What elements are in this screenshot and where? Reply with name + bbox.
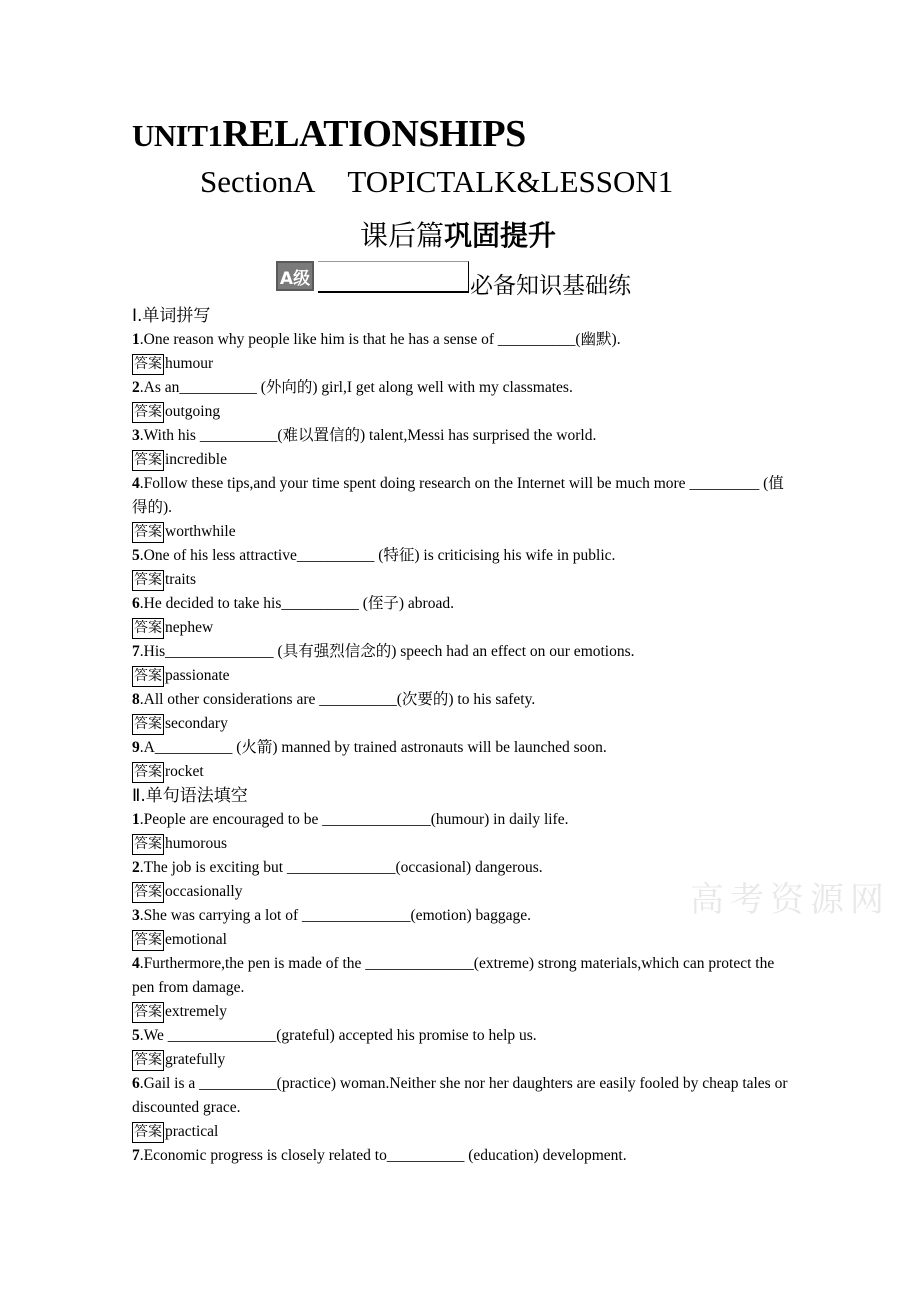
answer-badge: 答案 — [132, 570, 164, 591]
question-number: 4 — [132, 955, 140, 972]
answer-text: outgoing — [165, 403, 221, 420]
level-label: 必备知识基础练 — [470, 273, 631, 299]
answer-text: nephew — [165, 619, 214, 636]
answer-badge: 答案 — [132, 762, 164, 783]
part1-answer — [132, 448, 792, 472]
question-number: 6 — [132, 1075, 140, 1092]
part1-heading: Ⅰ.单词拼写 — [132, 306, 211, 326]
question-text: .Follow these tips,and your time spent doing research on the Internet will be much more _________ (值得的). — [132, 475, 784, 516]
part2-answer — [132, 1120, 792, 1144]
part1-answer — [132, 760, 792, 784]
question-text: .One reason why people like him is that he has a sense of __________(幽默). — [139, 331, 621, 348]
answer-text: secondary — [165, 715, 228, 732]
level-badge: A级 — [276, 261, 314, 291]
unit-name: RELATIONSHIPS — [222, 113, 526, 155]
question-number: 3 — [132, 427, 140, 444]
answer-text: extremely — [165, 1003, 227, 1020]
part2-answer — [132, 832, 792, 856]
question-text: .A__________ (火箭) manned by trained astronauts will be launched soon. — [139, 739, 607, 756]
question-number: 2 — [132, 379, 140, 396]
question-number: 1 — [132, 331, 140, 348]
question-text: .Economic progress is closely related to__________ (education) development. — [139, 1147, 627, 1164]
answer-badge: 答案 — [132, 1002, 164, 1023]
question-number: 6 — [132, 595, 140, 612]
question-text: .Gail is a __________(practice) woman.Neither she nor her daughters are easily fooled by cheap tales or discounted grace. — [132, 1075, 788, 1116]
answer-badge: 答案 — [132, 930, 164, 951]
part1-answer — [132, 400, 792, 424]
part2-answer — [132, 928, 792, 952]
question-number: 3 — [132, 907, 140, 924]
answer-text: traits — [165, 571, 196, 588]
answer-badge: 答案 — [132, 450, 164, 471]
answer-badge: 答案 — [132, 882, 164, 903]
subtitle-bold: 巩固提升 — [444, 219, 557, 252]
answer-badge: 答案 — [132, 666, 164, 687]
lesson-label: TOPICTALK&LESSON1 — [347, 164, 674, 199]
part1-question — [132, 736, 792, 760]
answer-badge: 答案 — [132, 618, 164, 639]
part2-question — [132, 808, 792, 832]
question-number: 4 — [132, 475, 140, 492]
part1-answer — [132, 664, 792, 688]
question-text: .The job is exciting but ______________(occasional) dangerous. — [139, 859, 543, 876]
question-text: .People are encouraged to be ______________(humour) in daily life. — [139, 811, 569, 828]
part1-question — [132, 424, 792, 448]
question-number: 5 — [132, 547, 140, 564]
exercise-content — [132, 304, 792, 1168]
question-number: 7 — [132, 643, 140, 660]
question-text: .All other considerations are __________(次要的) to his safety. — [139, 691, 536, 708]
answer-text: occasionally — [165, 883, 243, 900]
question-number: 8 — [132, 691, 140, 708]
part2-answer — [132, 1048, 792, 1072]
answer-badge: 答案 — [132, 714, 164, 735]
answer-badge: 答案 — [132, 354, 164, 375]
part1-question — [132, 592, 792, 616]
answer-badge: 答案 — [132, 522, 164, 543]
question-number: 7 — [132, 1147, 140, 1164]
answer-text: passionate — [165, 667, 230, 684]
part1-question — [132, 688, 792, 712]
answer-text: humorous — [165, 835, 227, 852]
answer-badge: 答案 — [132, 1122, 164, 1143]
part1-question — [132, 640, 792, 664]
part2-question — [132, 952, 792, 1000]
question-text: .Furthermore,the pen is made of the ______________(extreme) strong materials,which can protect the pen from damage. — [132, 955, 775, 996]
answer-text: emotional — [165, 931, 227, 948]
answer-text: rocket — [165, 763, 204, 780]
watermark: 高考资源网 — [690, 880, 890, 920]
question-number: 9 — [132, 739, 140, 756]
part2-question — [132, 1144, 792, 1168]
answer-text: incredible — [165, 451, 227, 468]
question-number: 1 — [132, 811, 140, 828]
section-label: SectionA — [200, 164, 316, 199]
answer-badge: 答案 — [132, 402, 164, 423]
section-title — [200, 164, 673, 200]
part2-answer — [132, 1000, 792, 1024]
question-text: .His______________ (具有强烈信念的) speech had an effect on our emotions. — [139, 643, 635, 660]
unit-number: UNIT1 — [132, 118, 223, 153]
part1-question — [132, 376, 792, 400]
part1-answer — [132, 568, 792, 592]
part1-answer — [132, 352, 792, 376]
part1-answer — [132, 520, 792, 544]
part1-question — [132, 544, 792, 568]
part1-answer — [132, 712, 792, 736]
level-box — [318, 261, 469, 293]
question-number: 5 — [132, 1027, 140, 1044]
answer-text: gratefully — [165, 1051, 226, 1068]
question-number: 2 — [132, 859, 140, 876]
answer-text: humour — [165, 355, 214, 372]
question-text: .He decided to take his__________ (侄子) abroad. — [139, 595, 454, 612]
part2-question — [132, 1024, 792, 1048]
part1-question — [132, 472, 792, 520]
answer-badge: 答案 — [132, 1050, 164, 1071]
subtitle — [360, 214, 556, 254]
unit-title — [132, 112, 526, 156]
subtitle-light: 课后篇 — [360, 219, 445, 252]
question-text: .As an__________ (外向的) girl,I get along well with my classmates. — [139, 379, 573, 396]
part2-list — [132, 808, 792, 1168]
question-text: .We ______________(grateful) accepted his promise to help us. — [139, 1027, 537, 1044]
part2-question — [132, 1072, 792, 1120]
question-text: .She was carrying a lot of ______________(emotion) baggage. — [139, 907, 532, 924]
part1-answer — [132, 616, 792, 640]
part1-list — [132, 328, 792, 784]
answer-text: worthwhile — [165, 523, 236, 540]
answer-text: practical — [165, 1123, 219, 1140]
question-text: .With his __________(难以置信的) talent,Messi has surprised the world. — [139, 427, 597, 444]
question-text: .One of his less attractive__________ (特征) is criticising his wife in public. — [139, 547, 616, 564]
part2-heading: Ⅱ.单句语法填空 — [132, 786, 248, 806]
part1-question — [132, 328, 792, 352]
answer-badge: 答案 — [132, 834, 164, 855]
